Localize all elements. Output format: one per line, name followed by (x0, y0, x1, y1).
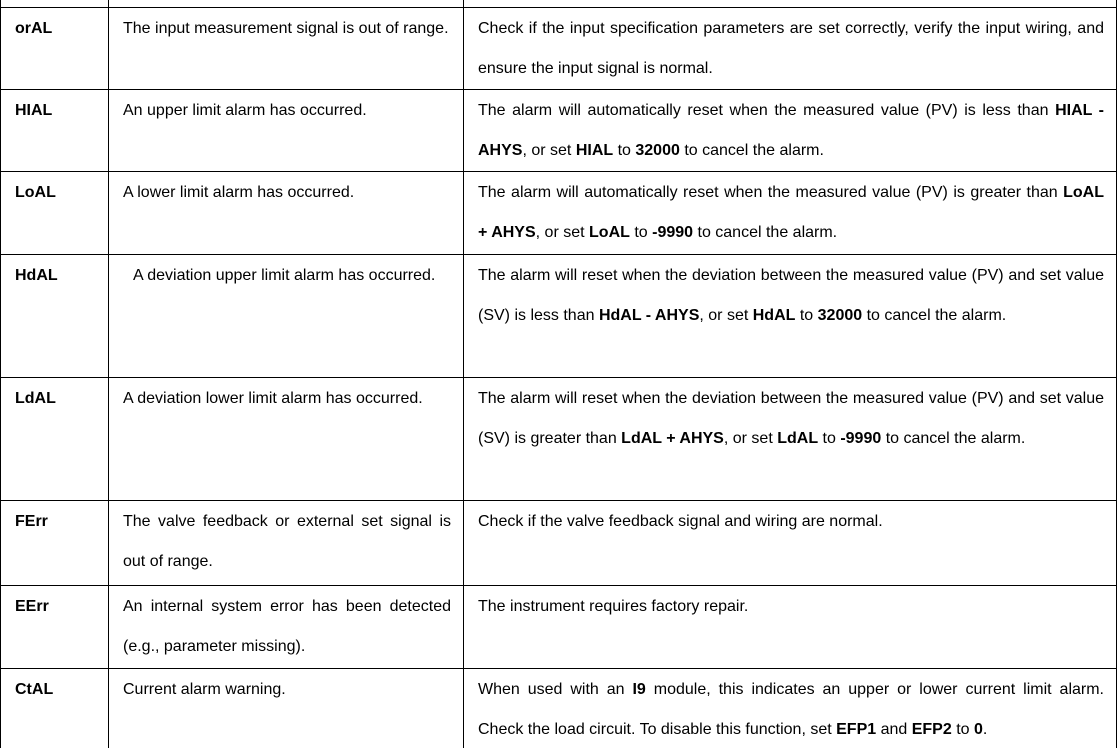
alarm-description-cell: A lower limit alarm has occurred. (109, 172, 464, 255)
spacer-cell (464, 0, 1117, 8)
alarm-code-cell: HdAL (1, 255, 109, 378)
alarm-code-cell: FErr (1, 501, 109, 586)
cut-off-previous-row (1, 0, 1117, 8)
alarm-description-cell: An internal system error has been detected (e.g., parameter missing). (109, 586, 464, 669)
table-row-ferr (1, 501, 1117, 586)
spacer-cell (109, 0, 464, 8)
alarm-description-cell: An upper limit alarm has occurred. (109, 90, 464, 172)
alarm-solution-cell: The alarm will automatically reset when the measured value (PV) is greater than LoAL + AHYS, or set LoAL to -9990 to cancel the alarm. (464, 172, 1117, 255)
alarm-code-cell: EErr (1, 586, 109, 669)
alarm-description-cell: Current alarm warning. (109, 669, 464, 748)
table-row-hdal (1, 255, 1117, 378)
alarm-description-cell: The input measurement signal is out of range. (109, 8, 464, 90)
alarm-solution-cell: The alarm will reset when the deviation between the measured value (PV) and set value (SV) is greater than LdAL + AHYS, or set LdAL to -9990 to cancel the alarm. (464, 378, 1117, 501)
alarm-code-cell: orAL (1, 8, 109, 90)
alarm-solution-cell: The instrument requires factory repair. (464, 586, 1117, 669)
alarm-solution-cell: The alarm will reset when the deviation between the measured value (PV) and set value (SV) is less than HdAL - AHYS, or set HdAL to 32000 to cancel the alarm. (464, 255, 1117, 378)
table-row-ctal (1, 669, 1117, 748)
alarm-code-cell: HIAL (1, 90, 109, 172)
alarm-description-cell: The valve feedback or external set signal is out of range. (109, 501, 464, 586)
table-row-loal (1, 172, 1117, 255)
alarm-solution-cell: When used with an I9 module, this indicates an upper or lower current limit alarm. Check the load circuit. To disable this function, set EFP1 and EFP2 to 0. (464, 669, 1117, 748)
alarm-solution-cell: Check if the input specification parameters are set correctly, verify the input wiring, and ensure the input signal is normal. (464, 8, 1117, 90)
alarm-description-cell: A deviation lower limit alarm has occurred. (109, 378, 464, 501)
spacer-cell (1, 0, 109, 8)
alarm-code-cell: LdAL (1, 378, 109, 501)
alarm-code-cell: CtAL (1, 669, 109, 748)
alarm-description-cell: A deviation upper limit alarm has occurred. (109, 255, 464, 378)
table-row-oral (1, 8, 1117, 90)
table-row-eerr (1, 586, 1117, 669)
alarm-solution-cell: Check if the valve feedback signal and wiring are normal. (464, 501, 1117, 586)
table-row-ldal (1, 378, 1117, 501)
alarm-code-cell: LoAL (1, 172, 109, 255)
alarm-solution-cell: The alarm will automatically reset when the measured value (PV) is less than HIAL - AHYS, or set HIAL to 32000 to cancel the alarm. (464, 90, 1117, 172)
table-row-hial (1, 90, 1117, 172)
